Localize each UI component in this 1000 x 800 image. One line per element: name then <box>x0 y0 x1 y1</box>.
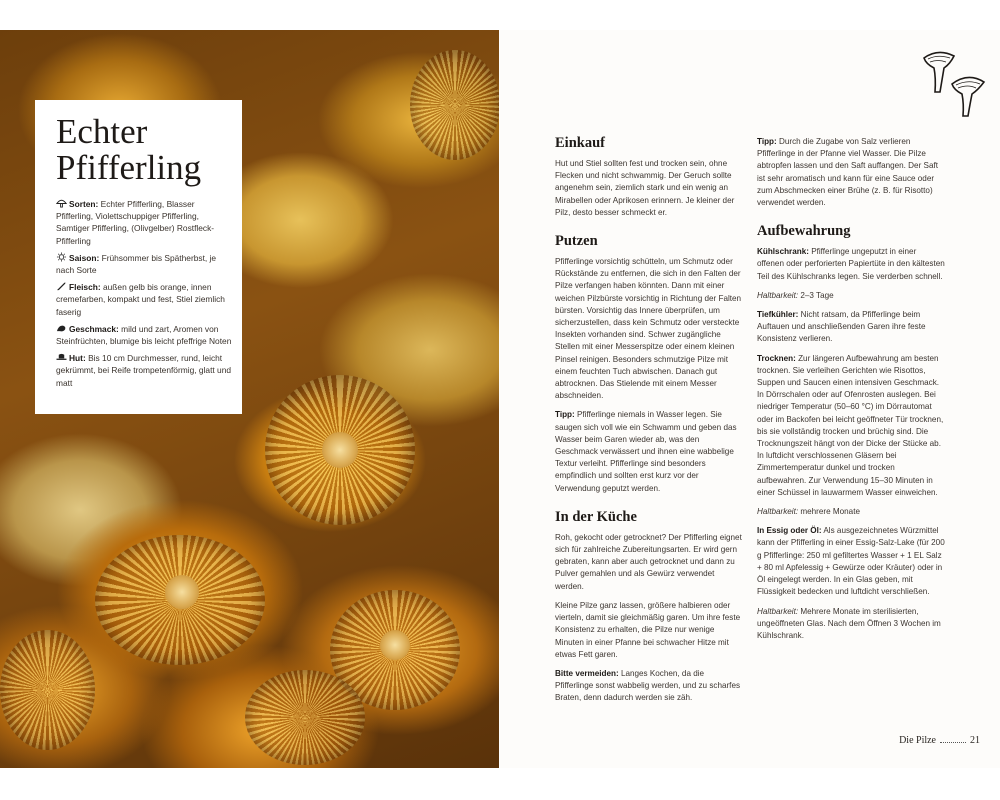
vermeiden-paragraph <box>555 668 743 705</box>
mushroom-gills <box>410 50 499 160</box>
tipp-paragraph <box>555 409 743 494</box>
tipp-text: Pfifferlinge niemals in Wasser legen. Sie saugen sich voll wie ein Schwamm und geben das Wasser beim Garen wieder ab, was den Geschmack verwässert und ihnen eine wabbelige Textur verleiht. Pfifferlinge sind besonders empfindlich und sollten erst kurz vor der Verwendung geputzt werden. <box>555 410 737 493</box>
tiefkuehler-text: Nicht ratsam, da Pfifferlinge beim Auftauen und anschließenden Garen ihre feste Konsistenz verlieren. <box>757 310 926 344</box>
kuehlschrank-paragraph <box>757 246 945 283</box>
hut-text: Bis 10 cm Durchmesser, rund, leicht gekrümmt, bei Reife trompetenförmig, glatt und matt <box>56 353 232 388</box>
page-footer <box>899 735 980 746</box>
essig-oel-text: Als ausgezeichnetes Würzmittel kann der Pfifferling in einer Essig-Salz-Lake (für 200 g Pfifferlinge: 250 ml gefiltertes Wasser + 1 EL Salz + 80 ml Apfelessig + Gewürze oder Kräuter) oder in Öl eingelegt werden. In ein Glas geben, mit Flüssigkeit bedecken und luftdicht verschließen. <box>757 526 945 597</box>
vermeiden-label: Bitte vermeiden: <box>555 668 619 678</box>
attr-geschmack <box>56 323 232 347</box>
tiefkuehler-label: Tiefkühler: <box>757 310 799 320</box>
mushroom-stem <box>165 575 199 609</box>
saison-label: Saison: <box>69 252 100 263</box>
heading-aufbewahrung: Aufbewahrung <box>757 223 851 240</box>
trocknen-label: Trocknen: <box>757 353 796 363</box>
attr-hut <box>56 352 232 389</box>
kuehlschrank-label: Kühlschrank: <box>757 247 809 257</box>
haltbarkeit-value: mehrere Monate <box>800 507 860 517</box>
chanterelle-photo <box>0 30 499 768</box>
fleisch-text: außen gelb bis orange, innen cremefarben, kompakt und fest, Stiel ziemlich faserig <box>56 282 225 317</box>
text-column-left <box>555 135 743 712</box>
taste-icon <box>56 323 67 333</box>
vermeiden-text: Langes Kochen, da die Pfifferlinge sonst wabbelig werden, und zu scharfes Braten, denn dadurch werden sie zäh. <box>555 668 741 703</box>
attr-saison <box>56 252 232 276</box>
hut-label: Hut: <box>69 353 86 364</box>
footer-leader <box>940 742 966 743</box>
putzen-text: Pfifferlinge vorsichtig schütteln, um Schmutz oder Rückstände zu entfernen, die sich in den Falten der Pilze verfangen haben könnten. Dann mit einer weichen Pilzbürste vorsichtig in Richtung der Falten bürsten. Vorsichtig das Innere überprüfen, um sicherzustellen, dass kein Schmutz oder versteckte Insekten vorhanden sind. Schwer zugängliche Stellen mit einer Messerspitze oder einem kleinen Pinsel reinigen. Besonders schmutzige Pilze mit einem feuchten Tuch abwischen. Danach gut abtrocknen. Das Stielende mit einem Messer abschneiden. <box>555 257 742 401</box>
tiefkuehler-paragraph <box>757 309 945 346</box>
mushroom-info-box <box>35 100 242 414</box>
trocknen-text: Zur längeren Aufbewahrung am besten trocknen. Sie verleihen Gerichten wie Risottos, Suppen und Saucen einen intensiven Geschmack. In Dörrschalen oder auf Ofenrosten auslegen. Bei niedriger Temperatur (50–60 °C) im Dörrautomat oder im Backofen bei leicht geöffneter Tür trocknen, bis sie vollständig trocken und brüchig sind. Die Trocknungszeit hängt von der Dicke der Stücke ab. In luftdicht verschlossenen Gläsern bei Zimmertemperatur dunkel und trocken aufbewahren. Zur Verwendung 15–30 Minuten in einer Schüssel in lauwarmem Wasser einweichen. <box>757 353 944 497</box>
mushroom-stem <box>322 432 358 468</box>
haltbarkeit-label: Haltbarkeit: <box>757 290 799 300</box>
geschmack-text: mild und zart, Aromen von Steinfrüchten, blumige bis leicht pfeffrige Noten <box>56 323 232 347</box>
heading-putzen: Putzen <box>555 233 598 250</box>
haltbarkeit-trocknen <box>757 506 945 518</box>
essig-oel-label: In Essig oder Öl: <box>757 526 822 536</box>
sun-icon <box>56 252 67 262</box>
saison-text: Frühsommer bis Spätherbst, je nach Sorte <box>56 252 217 276</box>
heading-in-der-kueche: In der Küche <box>555 508 637 525</box>
knife-icon <box>56 281 67 291</box>
hat-icon <box>56 352 67 362</box>
text-page <box>500 30 1000 768</box>
kueche-text-2: Kleine Pilze ganz lassen, größere halbieren oder vierteln, damit sie gleichmäßig garen. Um ihre feste Konsistenz zu erhalten, die Pilze nur wenige Minuten in einer Pfanne bei schwacher Hitze mit etwas Fett garen. <box>555 600 741 659</box>
footer-section: Die Pilze <box>899 735 936 746</box>
mushroom-gills <box>245 670 365 765</box>
title-line-2: Pfifferling <box>56 148 202 187</box>
attr-sorten <box>56 198 232 247</box>
attr-fleisch <box>56 281 232 318</box>
page-number: 21 <box>970 735 980 746</box>
sorten-text: Echter Pfifferling, Blasser Pfifferling, Violettschuppiger Pfifferling, Samtiger Pfifferling, (Olivgelber) Rostfleck-Pfifferling <box>56 199 215 246</box>
kueche-text-1: Roh, gekocht oder getrocknet? Der Pfifferling eignet sich für zahlreiche Zubereitungsarten. Er wird gern gebraten, kann aber auch getrocknet und dann zu Pulver gemahlen und als Gewürz verwendet werden. <box>555 532 742 591</box>
haltbarkeit-label: Haltbarkeit: <box>757 606 799 616</box>
heading-einkauf: Einkauf <box>555 135 605 151</box>
fleisch-label: Fleisch: <box>69 282 101 293</box>
haltbarkeit-essig <box>757 606 945 643</box>
tipp-salz-paragraph <box>757 136 945 209</box>
geschmack-label: Geschmack: <box>69 323 119 334</box>
tipp-label: Tipp: <box>757 137 777 146</box>
essig-oel-paragraph <box>757 525 945 598</box>
title-line-1: Echter <box>56 112 148 151</box>
haltbarkeit-label: Haltbarkeit: <box>757 507 799 517</box>
haltbarkeit-kuehlschrank <box>757 290 945 302</box>
haltbarkeit-value: Mehrere Monate im sterilisierten, ungeöffneten Glas. Nach dem Öffnen 3 Wochen im Kühlschrank. <box>757 606 941 640</box>
tipp-salz-text: Durch die Zugabe von Salz verlieren Pfifferlinge in der Pfanne viel Wasser. Die Pilze abtropfen lassen und den Saft auffangen. Der Saft ist sehr aromatisch und kann für eine Sauce oder zum Abschmecken einer Brühe (z. B. für Risotto) verwendet werden. <box>757 137 938 208</box>
kuehlschrank-text: Pfifferlinge ungeputzt in einer offenen oder perforierten Papiertüte in den kältesten Teil des Kühlschranks legen. Sie verderben schnell. <box>757 247 945 281</box>
sorten-label: Sorten: <box>69 199 99 209</box>
trocknen-paragraph <box>757 353 945 499</box>
einkauf-text: Hut und Stiel sollten fest und trocken sein, ohne Flecken und nicht schwammig. Der Geruch sollte angenehm sein, ziemlich stark und ein wenig an Mirabellen oder Aprikosen erinnern. Je kleiner der Pilz, desto besser schmeckt er. <box>555 159 735 217</box>
page-title <box>56 114 232 186</box>
mushroom-stem <box>380 630 410 660</box>
mushroom-cap-icon <box>56 198 67 208</box>
chanterelle-sketch-icon <box>920 44 986 120</box>
tipp-label: Tipp: <box>555 410 575 420</box>
text-column-right <box>757 136 945 649</box>
mushroom-gills <box>0 630 95 750</box>
haltbarkeit-value: 2–3 Tage <box>800 290 834 300</box>
